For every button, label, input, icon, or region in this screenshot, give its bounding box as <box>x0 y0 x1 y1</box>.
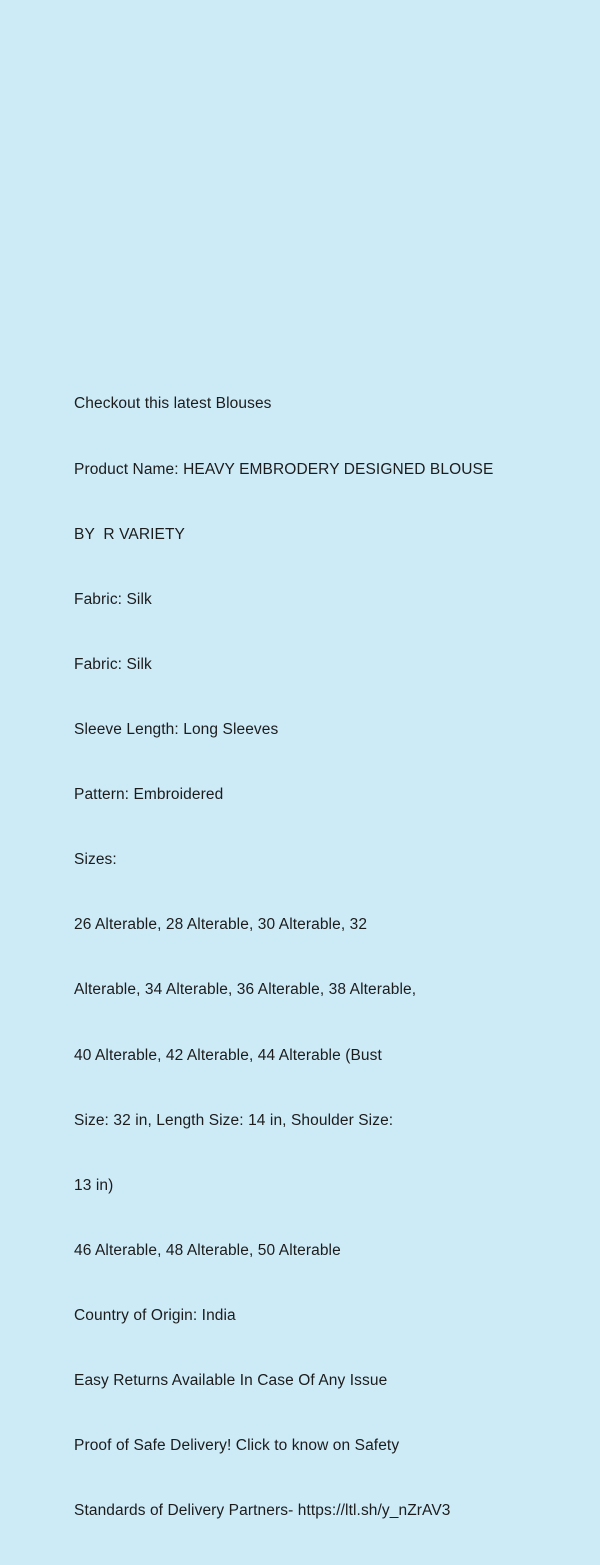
text-line: Easy Returns Available In Case Of Any Issue <box>74 1372 388 1390</box>
text-line: Fabric: Silk <box>74 590 152 608</box>
text-line: Alterable, 34 Alterable, 36 Alterable, 38 Alterable, <box>74 981 417 999</box>
text-line: Sizes: <box>74 851 117 869</box>
text-line: 26 Alterable, 28 Alterable, 30 Alterable, 32 <box>74 916 368 934</box>
text-line: Pattern: Embroidered <box>74 786 224 804</box>
text-line: Country of Origin: India <box>74 1306 236 1324</box>
text-line: 46 Alterable, 48 Alterable, 50 Alterable <box>74 1241 341 1259</box>
text-line: Fabric: Silk <box>74 655 152 673</box>
text-line: Product Name: HEAVY EMBRODERY DESIGNED BLOUSE <box>74 460 494 478</box>
product-description-text <box>74 350 544 1565</box>
text-line: Proof of Safe Delivery! Click to know on Safety <box>74 1437 400 1455</box>
text-line: Checkout this latest Blouses <box>74 395 272 413</box>
text-line: 40 Alterable, 42 Alterable, 44 Alterable (Bust <box>74 1046 382 1064</box>
text-line: Size: 32 in, Length Size: 14 in, Shoulder Size: <box>74 1111 394 1129</box>
text-line: 13 in) <box>74 1176 114 1194</box>
text-line: Sleeve Length: Long Sleeves <box>74 720 279 738</box>
text-line: BY R VARIETY <box>74 525 185 543</box>
text-line-delivery-link: Standards of Delivery Partners- https://ltl.sh/y_nZrAV3 <box>74 1502 451 1520</box>
